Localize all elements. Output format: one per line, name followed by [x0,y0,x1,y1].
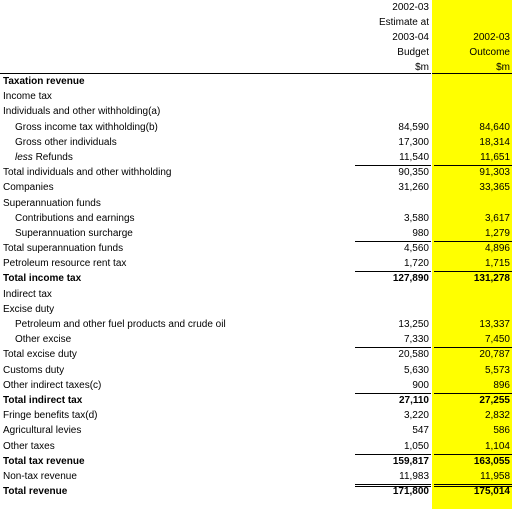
table-row [0,226,514,241]
table-row [0,302,514,317]
table-row [0,317,514,332]
table-row [0,287,514,302]
row-label-text: Customs duty [3,364,65,376]
outcome-value: 13,337 [479,319,510,330]
estimate-value: 159,817 [392,455,429,467]
row-label-text: Other excise [15,334,72,346]
table-row [0,423,514,438]
estimate-value: 1,050 [403,440,429,452]
row-label [3,408,98,423]
row-label [3,241,123,256]
row-label [15,135,117,150]
estimate-value: 171,800 [392,486,429,498]
estimate-value: 13,250 [398,319,429,330]
header-estimate-line: 2002-03 [392,2,429,13]
row-label [3,484,67,499]
row-label-text: Companies [3,182,54,194]
row-label-text: Agricultural levies [3,425,82,437]
outcome-value: 91,303 [479,167,510,179]
header-outcome-line [432,0,510,15]
row-label-text: Total revenue [3,486,68,498]
row-label [3,423,81,438]
table-row [0,469,514,484]
row-label-text: Other indirect taxes(c) [3,379,102,391]
estimate-value: 980 [412,227,429,239]
outcome-value: 84,640 [479,121,510,133]
row-label [15,120,158,135]
table-row [0,393,514,408]
header-outcome-line: Outcome [469,47,510,58]
estimate-value: 31,260 [398,182,429,194]
header-outcome-line: 2002-03 [473,32,510,43]
row-label [3,74,85,89]
row-label-text: Total indirect tax [3,394,83,406]
estimate-value: 11,983 [399,470,429,482]
row-label-text: Superannuation surcharge [15,227,133,239]
outcome-value: 11,651 [480,151,510,163]
header-estimate-line: Estimate at [378,17,429,28]
outcome-value: 131,278 [473,273,510,285]
row-label [3,89,52,104]
row-label [15,317,226,332]
estimate-value: 3,580 [403,212,429,224]
outcome-value: 20,787 [479,349,510,361]
row-label [3,104,160,119]
row-label-text: Indirect tax [3,288,52,300]
estimate-value: 27,110 [398,394,429,406]
outcome-value: 586 [493,425,510,437]
row-label-text: Total income tax [3,273,82,285]
estimate-value: 5,630 [403,364,429,376]
table-row [0,74,514,89]
row-label-text: Taxation revenue [3,76,85,87]
outcome-value: 1,104 [484,440,510,452]
table-row [0,363,514,378]
table-row [0,332,514,347]
row-label-text: Income tax [3,91,52,103]
row-label-text: Petroleum and other fuel products and crude oil [15,319,226,330]
row-label-text: Petroleum resource rent tax [3,258,127,270]
row-label-text: Non-tax revenue [3,470,77,482]
outcome-value: 1,715 [484,258,510,270]
row-label [15,226,133,241]
row-label-prefix: less [15,151,33,163]
row-label [3,347,77,362]
table-row [0,271,514,286]
table-row [0,484,514,499]
outcome-value: 18,314 [479,136,510,148]
estimate-value: 900 [412,379,429,391]
table-row [0,180,514,195]
estimate-value: 547 [412,425,429,437]
header-outcome-column [432,0,512,74]
estimate-value: 11,540 [399,151,429,163]
outcome-value: 2,832 [484,410,510,422]
row-label-text: Refunds [35,151,73,163]
outcome-value: 163,055 [473,455,510,467]
outcome-value: 1,279 [484,227,510,239]
estimate-value: 1,720 [403,258,429,270]
table-row [0,135,514,150]
row-label-text: Superannuation funds [3,197,101,209]
table-row [0,408,514,423]
row-label [3,469,77,484]
header-estimate-line: 2003-04 [392,32,429,43]
row-label [3,393,82,408]
row-label [15,211,135,226]
revenue-table [0,74,514,499]
table-row [0,196,514,211]
table-row [0,120,514,135]
table-row [0,104,514,119]
header-estimate-column [330,0,431,74]
row-label [3,196,101,211]
estimate-value: 17,300 [398,136,429,148]
row-label-text: Individuals and other withholding(a) [3,106,161,118]
row-label-text: Fringe benefits tax(d) [3,410,98,422]
row-label [15,150,73,165]
table-row [0,241,514,256]
header-outcome-line [432,15,510,30]
table-row [0,211,514,226]
row-label-text: Excise duty [3,303,55,315]
row-label-text: Total tax revenue [3,455,85,467]
row-label [3,287,52,302]
table-row [0,150,514,165]
outcome-value: 896 [493,379,510,391]
table-row [0,454,514,469]
row-label [3,302,54,317]
row-label-text: Total excise duty [3,349,77,361]
row-label [3,439,55,454]
outcome-value: 7,450 [484,334,510,346]
table-row [0,347,514,362]
header-outcome-line: $m [496,62,510,73]
estimate-value: 20,580 [398,349,429,361]
outcome-value: 4,896 [484,243,510,255]
row-label [3,454,85,469]
estimate-value: 84,590 [398,121,429,133]
header-estimate-line: Budget [397,47,429,58]
outcome-value: 33,365 [479,182,510,194]
row-label [3,363,64,378]
outcome-value: 11,958 [480,470,510,482]
estimate-value: 3,220 [403,410,429,422]
estimate-value: 90,350 [398,167,429,179]
row-label-text: Gross income tax withholding(b) [15,121,158,133]
row-label [3,271,81,286]
row-label-text: Total superannuation funds [3,243,124,255]
row-label [3,378,101,393]
outcome-value: 5,573 [484,364,510,376]
row-label-text: Contributions and earnings [15,212,135,224]
outcome-value: 3,617 [484,212,510,224]
row-label-text: Gross other individuals [15,136,117,148]
estimate-value: 127,890 [392,273,429,285]
table-row [0,439,514,454]
table-row [0,89,514,104]
estimate-value: 4,560 [403,243,429,255]
outcome-value: 27,255 [479,394,510,406]
table-row [0,165,514,180]
header-estimate-line: $m [415,62,429,73]
outcome-value: 175,014 [473,486,510,498]
table-row [0,378,514,393]
row-label [15,332,71,347]
row-label-text: Total individuals and other withholding [3,167,172,179]
row-label [3,180,54,195]
estimate-value: 7,330 [403,334,429,346]
row-label [3,256,126,271]
table-row [0,256,514,271]
row-label-text: Other taxes [3,440,55,452]
row-label [3,165,171,180]
